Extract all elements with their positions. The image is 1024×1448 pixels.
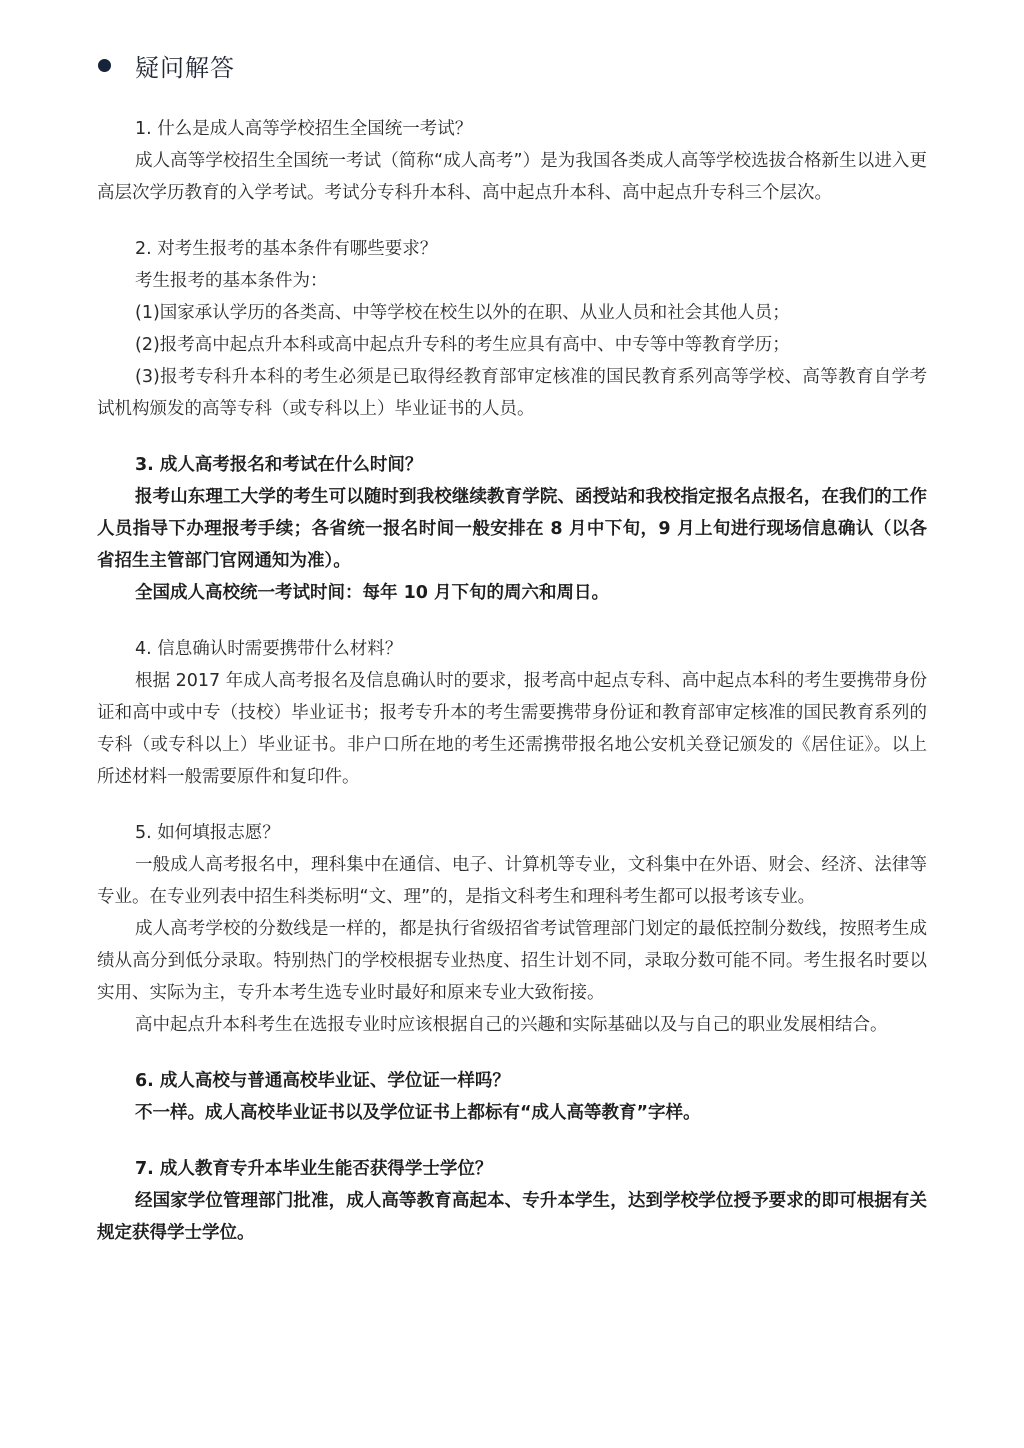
faq-item-2 — [97, 233, 927, 425]
faq-question: 3. 成人高考报名和考试在什么时间？ — [135, 455, 423, 475]
faq-question: 2. 对考生报考的基本条件有哪些要求？ — [135, 239, 438, 259]
faq-item-4 — [97, 633, 927, 793]
faq-item-5 — [97, 817, 927, 1041]
faq-answer-paragraph: (3)报考专科升本科的考生必须是已取得经教育部审定核准的国民教育系列高等学校、高等教育自学考试机构颁发的高等专科（或专科以上）毕业证书的人员。 — [97, 367, 927, 419]
faq-question: 1. 什么是成人高等学校招生全国统一考试？ — [135, 119, 473, 139]
faq-answer-paragraph: 全国成人高校统一考试时间：每年 10 月下旬的周六和周日。 — [135, 583, 610, 603]
faq-answer-paragraph: 不一样。成人高校毕业证书以及学位证书上都标有“成人高等教育”字样。 — [135, 1103, 701, 1123]
faq-item-1 — [97, 113, 927, 209]
faq-item-7 — [97, 1153, 927, 1249]
faq-answer-paragraph: 经国家学位管理部门批准，成人高等教育高起本、专升本学生，达到学校学位授予要求的即可根据有关规定获得学士学位。 — [97, 1191, 927, 1243]
faq-item-3 — [97, 449, 927, 609]
section-title: 疑问解答 — [135, 54, 235, 82]
faq-item-6 — [97, 1065, 927, 1129]
section-header — [98, 48, 235, 83]
faq-question: 5. 如何填报志愿？ — [135, 823, 280, 843]
faq-answer-paragraph: (2)报考高中起点升本科或高中起点升专科的考生应具有高中、中专等中等教育学历； — [135, 335, 790, 355]
faq-answer-paragraph: 成人高考学校的分数线是一样的，都是执行省级招省考试管理部门划定的最低控制分数线，按照考生成绩从高分到低分录取。特别热门的学校根据专业热度、招生计划不同，录取分数可能不同。考生报名时要以实用、实际为主，专升本考生选专业时最好和原来专业大致衔接。 — [97, 919, 927, 1003]
faq-question: 4. 信息确认时需要携带什么材料？ — [135, 639, 403, 659]
faq-answer-paragraph: 一般成人高考报名中，理科集中在通信、电子、计算机等专业，文科集中在外语、财会、经济、法律等专业。在专业列表中招生科类标明“文、理”的，是指文科考生和理科考生都可以报考该专业。 — [97, 855, 927, 907]
faq-answer-paragraph: 报考山东理工大学的考生可以随时到我校继续教育学院、函授站和我校指定报名点报名，在我们的工作人员指导下办理报考手续；各省统一报名时间一般安排在 8 月中下旬，9 月上旬进行现场信息确认（以各省招生主管部门官网通知为准）。 — [97, 487, 927, 571]
faq-answer-paragraph: (1)国家承认学历的各类高、中等学校在校生以外的在职、从业人员和社会其他人员； — [135, 303, 790, 323]
faq-answer-paragraph: 高中起点升本科考生在选报专业时应该根据自己的兴趣和实际基础以及与自己的职业发展相结合。 — [135, 1015, 888, 1035]
faq-question: 6. 成人高校与普通高校毕业证、学位证一样吗？ — [135, 1071, 510, 1091]
faq-answer-paragraph: 考生报考的基本条件为： — [135, 271, 328, 291]
faq-question: 7. 成人教育专升本毕业生能否获得学士学位？ — [135, 1159, 493, 1179]
faq-answer-paragraph: 根据 2017 年成人高考报名及信息确认时的要求，报考高中起点专科、高中起点本科的考生要携带身份证和高中或中专（技校）毕业证书；报考专升本的考生需要携带身份证和教育部审定核准的国民教育系列的专科（或专科以上）毕业证书。非户口所在地的考生还需携带报名地公安机关登记颁发的《居住证》。以上所述材料一般需要原件和复印件。 — [97, 671, 927, 787]
bullet-dot-icon — [98, 59, 111, 72]
faq-list — [97, 113, 927, 1273]
faq-answer-paragraph: 成人高等学校招生全国统一考试（简称“成人高考”）是为我国各类成人高等学校选拔合格新生以进入更高层次学历教育的入学考试。考试分专科升本科、高中起点升本科、高中起点升专科三个层次。 — [97, 151, 927, 203]
